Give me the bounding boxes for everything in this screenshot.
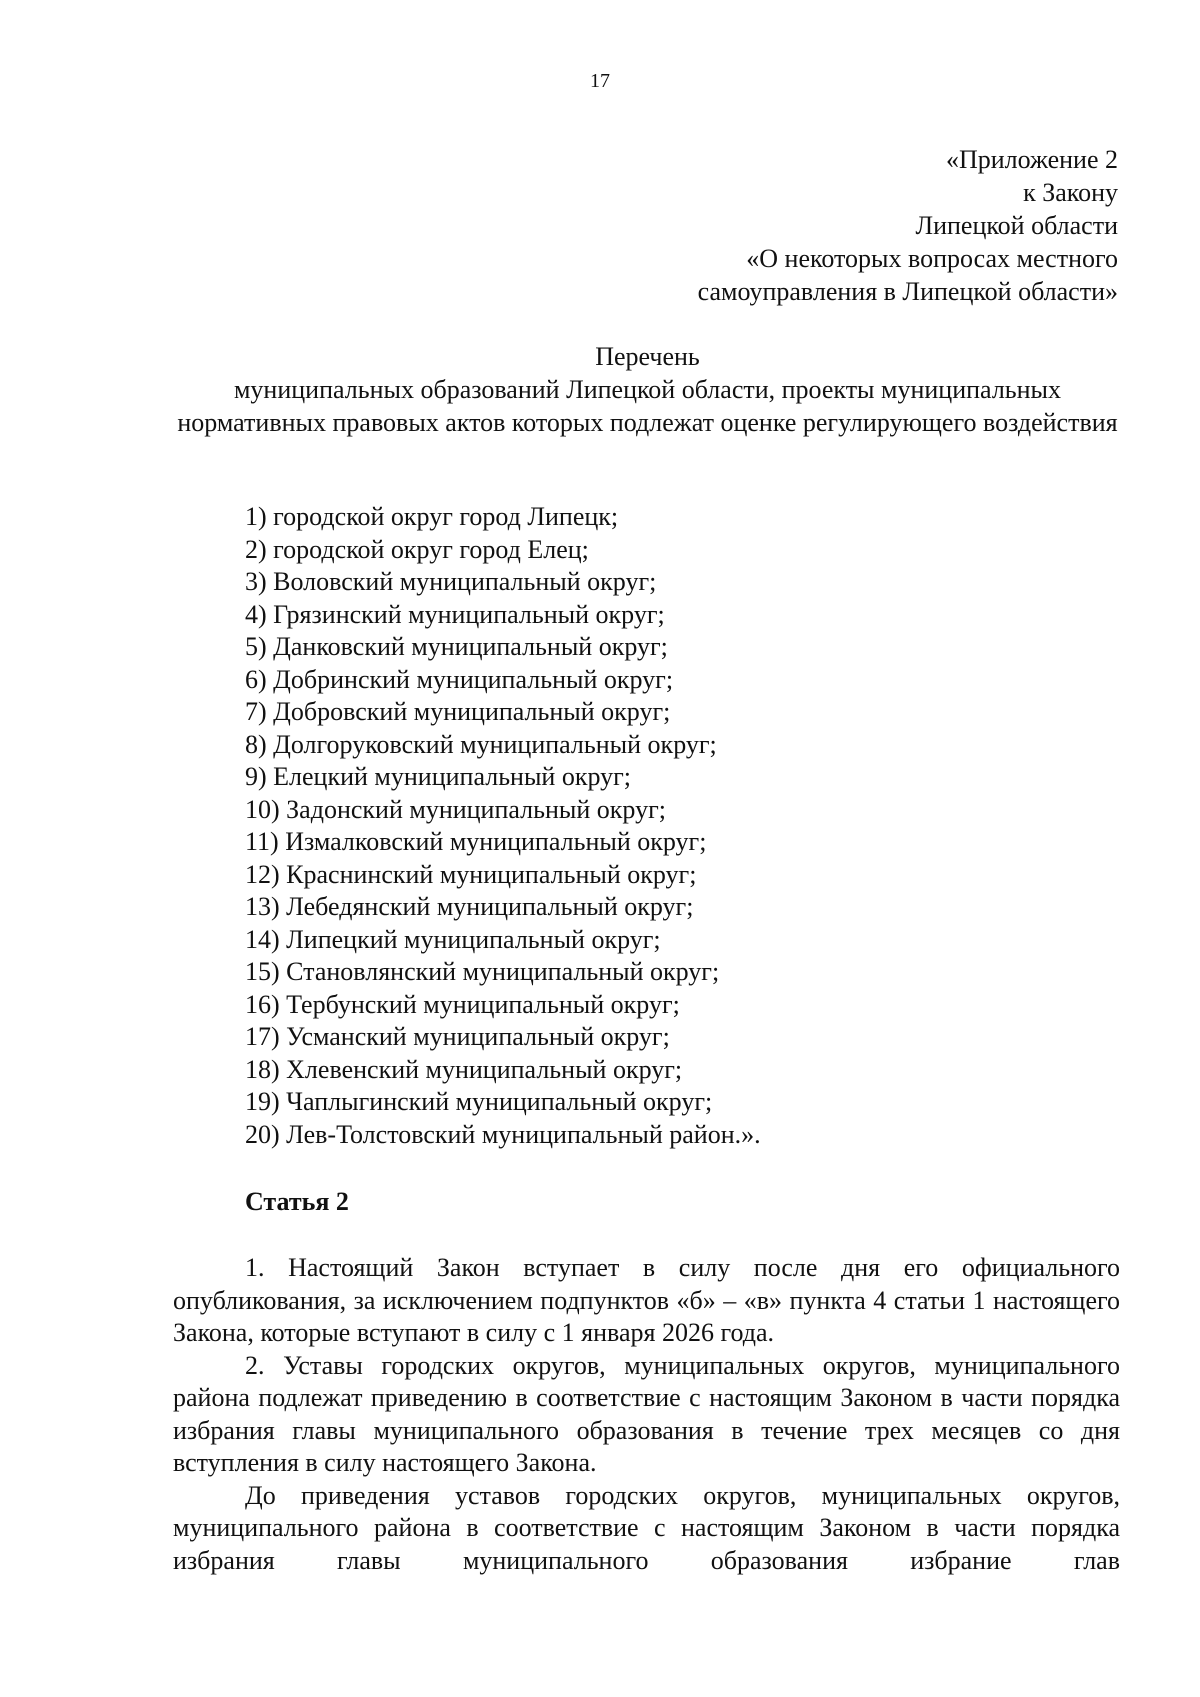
list-item: 16) Тербунский муниципальный округ; <box>245 989 680 1019</box>
list-title <box>175 340 1120 439</box>
list-item: 2) городской округ город Елец; <box>245 534 589 564</box>
list-item: 19) Чаплыгинский муниципальный округ; <box>245 1087 713 1116</box>
list-item: 4) Грязинский муниципальный округ; <box>245 599 665 629</box>
page-number: 17 <box>590 70 610 92</box>
article-body <box>173 1252 1120 1577</box>
appendix-line: «Приложение 2 <box>945 145 1118 174</box>
article-paragraph: 1. Настоящий Закон вступает в силу после дня его официального опубликования, за исключением подпунктов «б» – «в» пункта 4 статьи 1 настоящего Закона, которые вступают в силу с 1 января 2026 года. <box>173 1253 1120 1347</box>
list-item: 10) Задонский муниципальный округ; <box>245 794 666 824</box>
appendix-line: к Закону <box>1023 178 1118 207</box>
list-item: 20) Лев-Толстовский муниципальный район.». <box>245 1119 761 1149</box>
list-item: 3) Воловский муниципальный округ; <box>245 567 657 596</box>
article-paragraph: 2. Уставы городских округов, муниципальных округов, муниципального района подлежат приведению в соответствие с настоящим Законом в части порядка избрания главы муниципального образования в течение трех месяцев со дня вступления в силу настоящего Закона. <box>173 1350 1120 1477</box>
list-heading: Перечень <box>595 342 700 371</box>
list-item: 6) Добринский муниципальный округ; <box>245 664 674 694</box>
list-item: 17) Усманский муниципальный округ; <box>245 1022 670 1051</box>
list-item: 5) Данковский муниципальный округ; <box>245 632 668 661</box>
article-heading: Статья 2 <box>245 1187 349 1216</box>
list-item: 7) Добровский муниципальный округ; <box>245 697 671 726</box>
municipality-list <box>245 501 761 1151</box>
appendix-line: самоуправления в Липецкой области» <box>697 277 1118 306</box>
list-item: 1) городской округ город Липецк; <box>245 502 619 531</box>
list-item: 14) Липецкий муниципальный округ; <box>245 924 661 954</box>
list-item: 8) Долгоруковский муниципальный округ; <box>245 729 717 759</box>
article-paragraph: До приведения уставов городских округов, муниципальных округов, муниципального района в соответствие с настоящим Законом в части порядка избрания главы муниципального образования избрание глав <box>173 1480 1120 1575</box>
appendix-line: Липецкой области <box>915 211 1118 240</box>
list-item: 18) Хлевенский муниципальный округ; <box>245 1054 683 1084</box>
appendix-line: «О некоторых вопросах местного <box>746 244 1118 273</box>
list-item: 13) Лебедянский муниципальный округ; <box>245 892 694 921</box>
appendix-reference <box>698 143 1118 308</box>
list-item: 11) Измалковский муниципальный округ; <box>245 827 707 856</box>
list-item: 15) Становлянский муниципальный округ; <box>245 957 720 986</box>
list-item: 12) Краснинский муниципальный округ; <box>245 859 697 889</box>
list-subtitle: муниципальных образований Липецкой области, проекты муниципальных нормативных правовых актов которых подлежат оценке регулирующего воздействия <box>177 375 1118 437</box>
list-item: 9) Елецкий муниципальный округ; <box>245 762 632 791</box>
